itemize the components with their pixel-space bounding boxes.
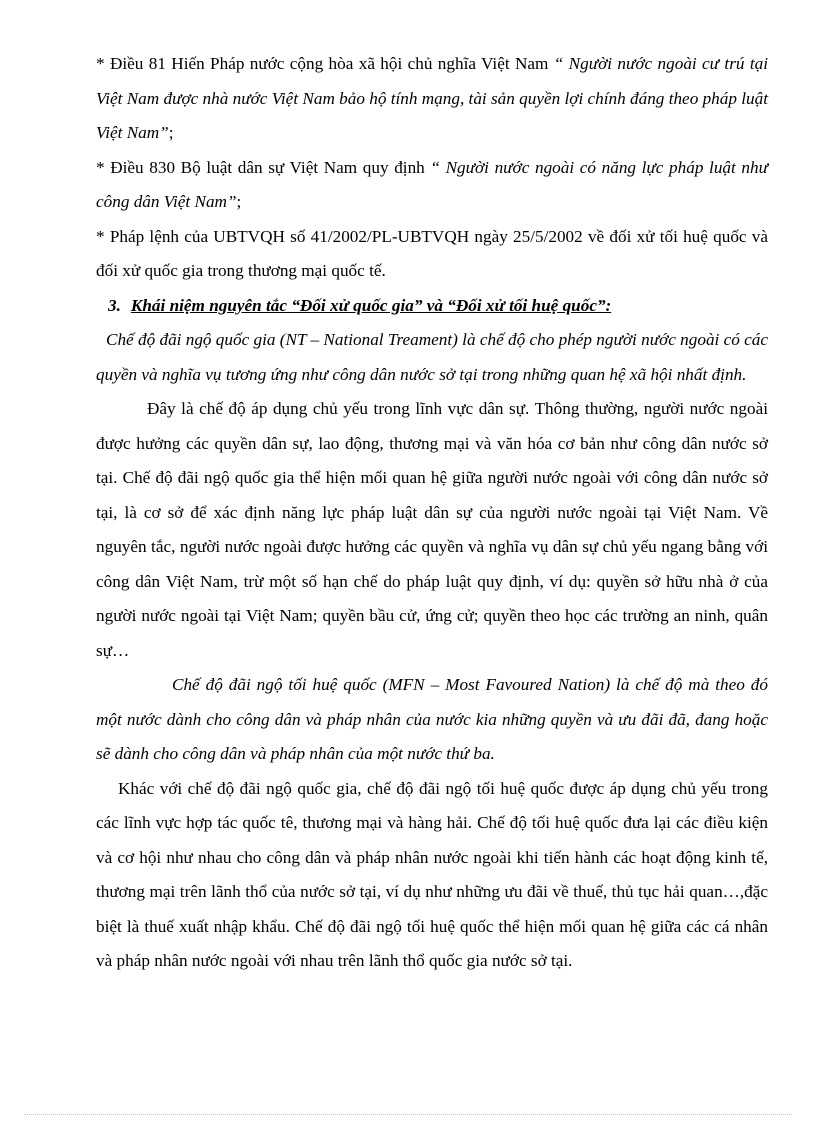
quoted-text: “ Người nước ngoài cư trú tại Việt Nam được nhà nước Việt Nam bảo hộ tính mạng, tài sản quyền lợi chính đáng theo pháp luật Việt Nam” <box>96 54 768 142</box>
paragraph-lead-text: * Điều 830 Bộ luật dân sự Việt Nam quy định <box>96 157 431 177</box>
quoted-text: “ Người nước ngoài có năng lực pháp luật như công dân Việt Nam” <box>96 157 768 211</box>
paragraph-mfn-definition: Chế độ đãi ngộ tối huệ quốc (MFN – Most Favoured Nation) là chế độ mà theo đó một nước dành cho công dân và pháp nhân của nước kia những quyền và ưu đãi đã, đang hoặc sẽ dành cho công dân và pháp nhân của một nước thứ ba. <box>96 675 768 763</box>
section-number: 3. <box>108 295 121 315</box>
section-heading <box>96 289 768 324</box>
paragraph-nt-definition: Chế độ đãi ngộ quốc gia (NT – National Treament) là chế độ cho phép người nước ngoài có các quyền và nghĩa vụ tương ứng như công dân nước sở tại trong những quan hệ xã hội nhất định. <box>96 330 768 384</box>
paragraph-civil-code-article-830 <box>96 151 768 220</box>
document-page <box>96 47 768 979</box>
paragraph-lead-text: * Điều 81 Hiến Pháp nước cộng hòa xã hội chủ nghĩa Việt Nam <box>96 54 554 73</box>
paragraph-mfn-explanation: Khác với chế độ đãi ngộ quốc gia, chế độ đãi ngộ tối huệ quốc được áp dụng chủ yếu trong các lĩnh vực hợp tác quốc tê, thương mại và hàng hải. Chế độ tối huệ quốc đưa lại các điều kiện và cơ hội như nhau cho công dân và pháp nhân nước ngoài khi tiến hành các hoạt động kinh tế, thương mại trên lãnh thổ của nước sở tại, ví dụ như những ưu đãi về thuế, thủ tục hải quan…,đặc biệt là thuế xuất nhập khẩu. Chế độ đãi ngộ tối huệ quốc thể hiện mối quan hệ giữa các cá nhân và pháp nhân nước ngoài với nhau trên lãnh thổ quốc gia nước sở tại. <box>96 778 768 970</box>
paragraph-nt-explanation: Đây là chế độ áp dụng chủ yếu trong lĩnh vực dân sự. Thông thường, người nước ngoài được hưởng các quyền dân sự, lao động, thương mại và văn hóa cơ bản như công dân nước sở tại. Chế độ đãi ngộ quốc gia thể hiện mối quan hệ giữa người nước ngoài với công dân nước sở tại, là cơ sở để xác định năng lực pháp luật dân sự của người nước ngoài tại Việt Nam. Về nguyên tắc, người nước ngoài được hưởng các quyền và nghĩa vụ dân sự chủ yếu ngang bằng với công dân Việt Nam, trừ một số hạn chế do pháp luật quy định, ví dụ: quyền sở hữu nhà ở của người nước ngoài tại Việt Nam; quyền bầu cử, ứng cử; quyền theo học các trường an ninh, quân sự… <box>96 399 768 660</box>
paragraph-ordinance: * Pháp lệnh của UBTVQH số 41/2002/PL-UBTVQH ngày 25/5/2002 về đối xử tối huệ quốc và đối xử quốc gia trong thương mại quốc tế. <box>96 226 768 280</box>
paragraph-constitution-article-81 <box>96 47 768 151</box>
paragraph-end-punct: ; <box>168 123 174 142</box>
paragraph-end-punct: ; <box>236 192 242 211</box>
section-title: Khái niệm nguyên tắc “Đối xử quốc gia” và “Đối xử tối huệ quốc”: <box>130 295 612 315</box>
page-bottom-divider <box>24 1114 792 1115</box>
